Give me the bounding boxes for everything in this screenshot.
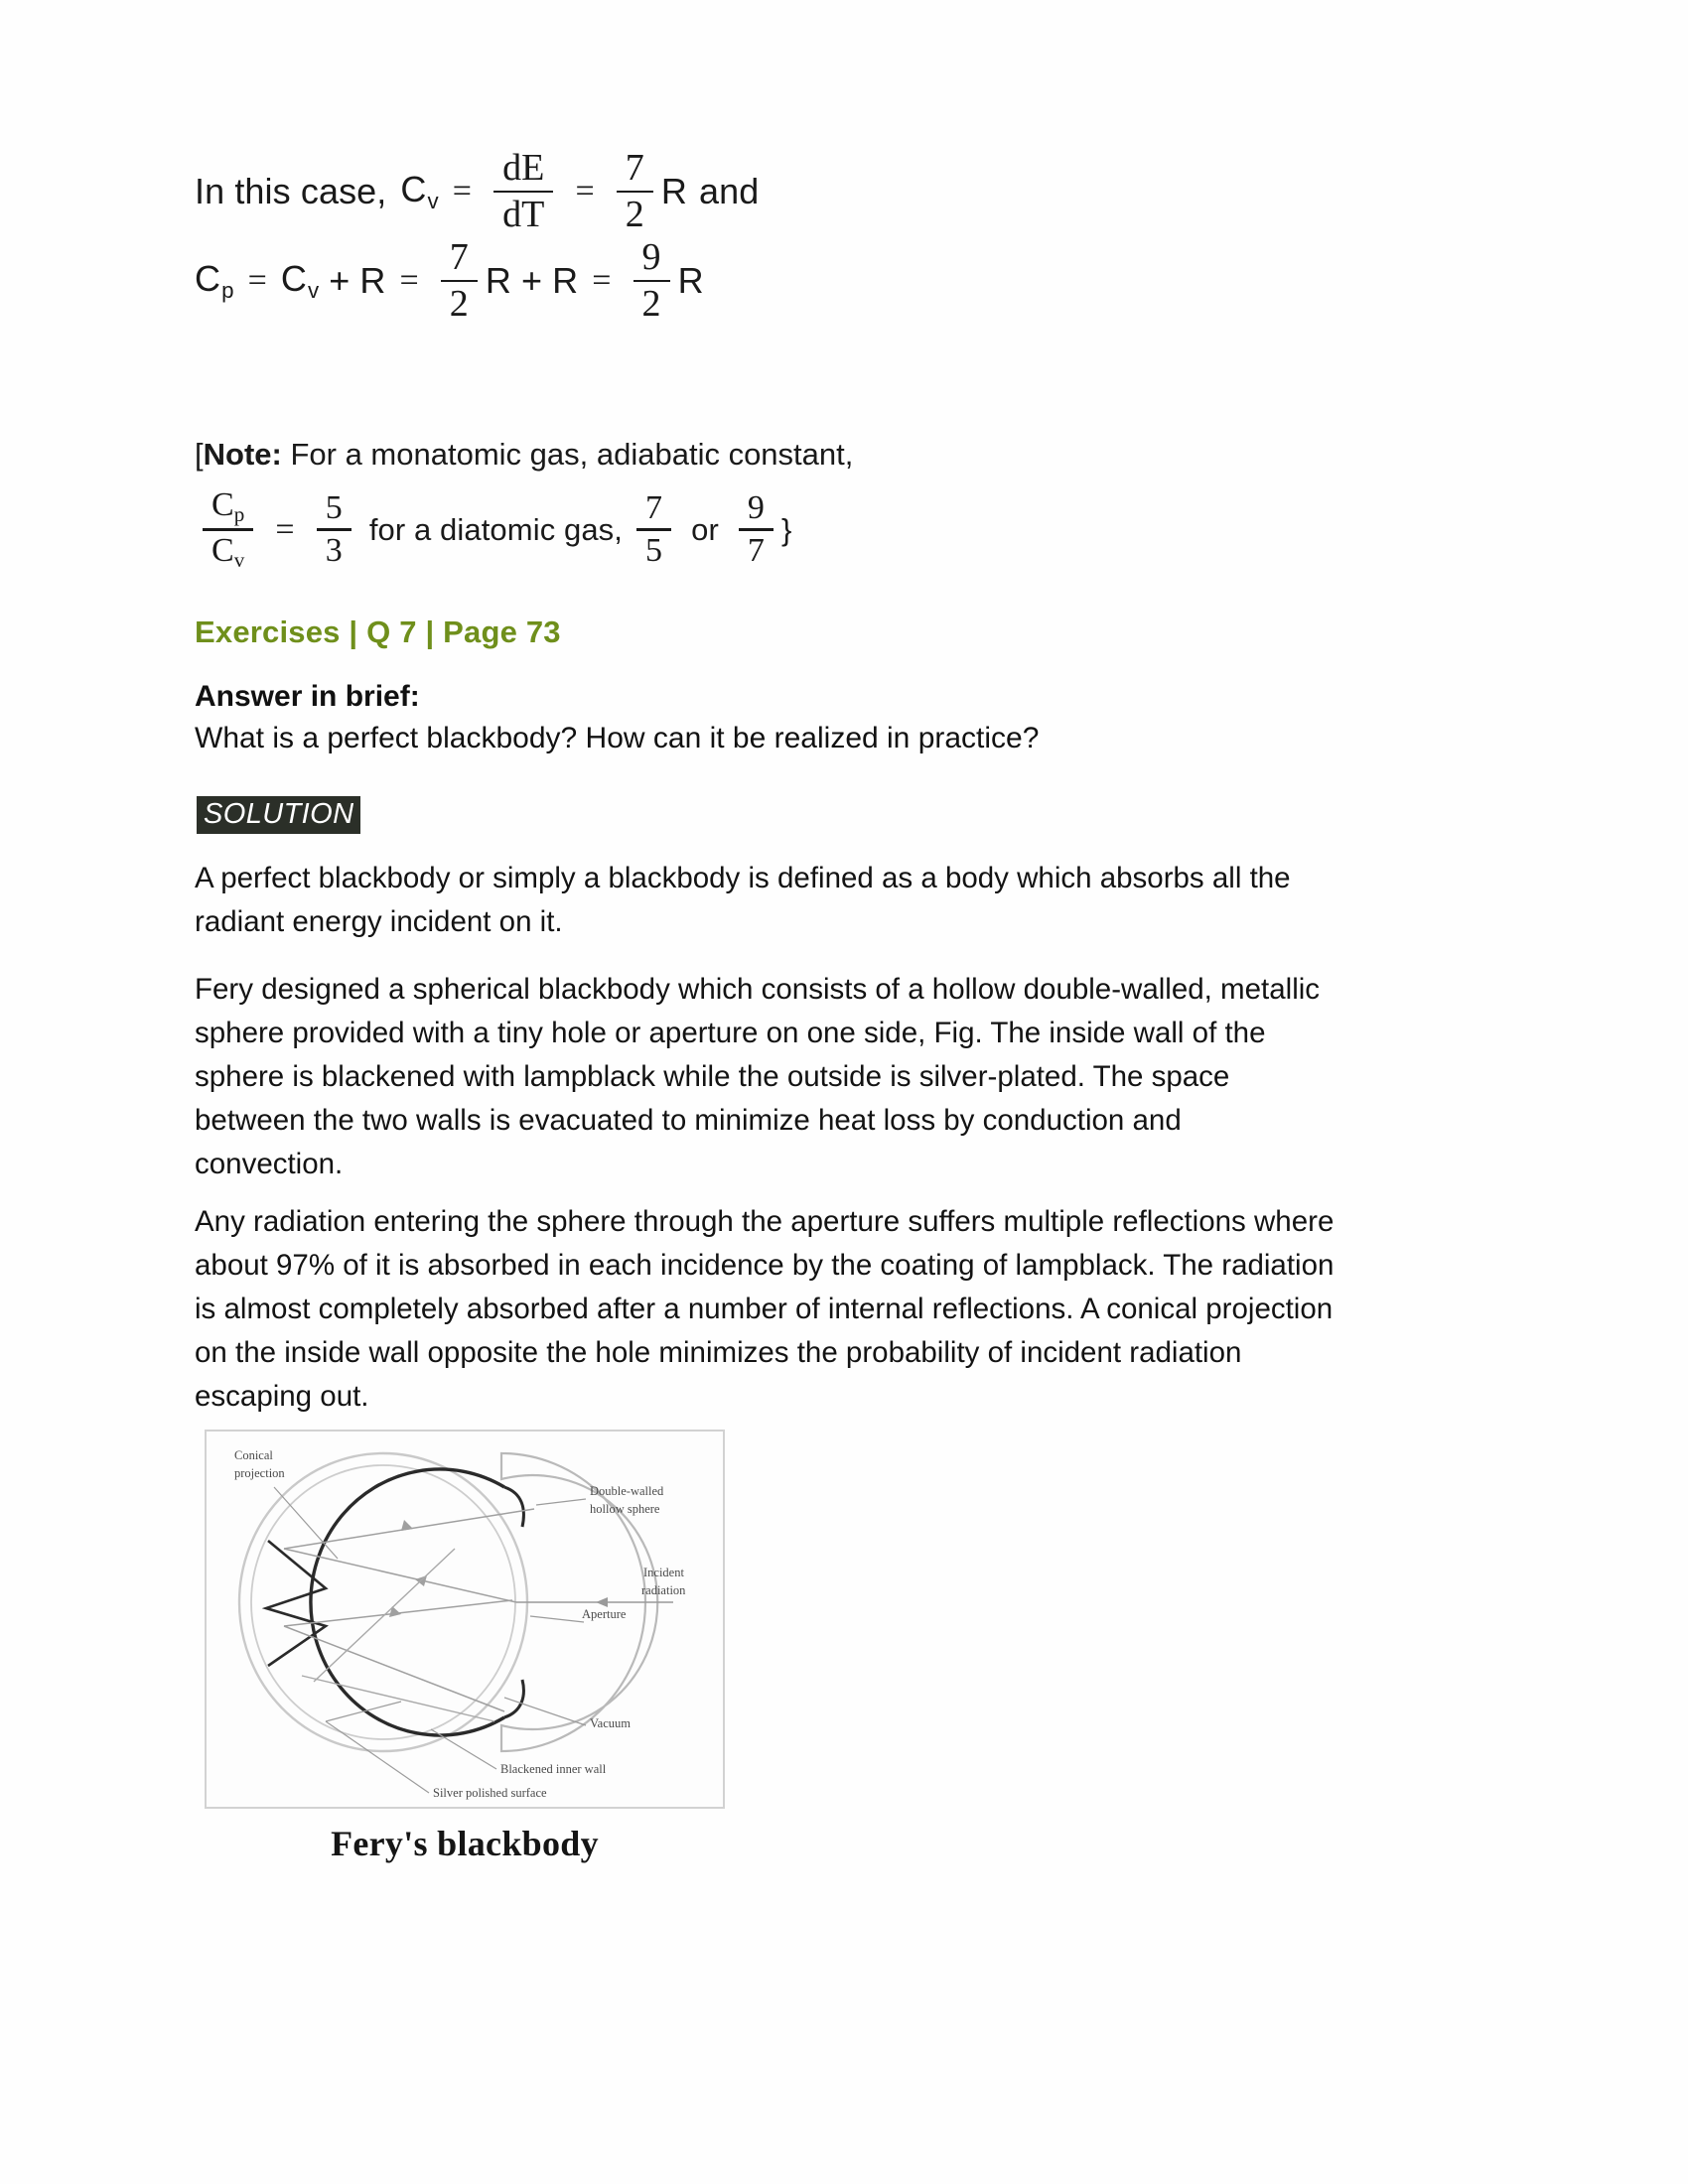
label-double-walled-line2: hollow sphere [590,1502,660,1516]
exercise-heading[interactable]: Exercises | Q 7 | Page 73 [195,614,561,649]
note-close-brace: } [780,511,792,547]
reflection-ray-4 [284,1626,504,1711]
solution-badge: SOLUTION [197,796,360,834]
fraction-bar [633,280,670,283]
note-mid-text: for a diatomic gas, [368,511,623,547]
paragraph-line: A perfect blackbody or simply a blackbody is defined as a body which absorbs all the [195,862,1291,894]
note-formula [195,488,791,571]
equals-sign: = [275,510,295,548]
paragraph-line: radiant energy incident on it. [195,905,563,938]
question-text: What is a perfect blackbody? How can it be realized in practice? [195,722,1040,754]
leader-aperture [530,1616,584,1622]
fraction-de-dt [493,149,553,234]
fraction-denominator: 7 [747,531,765,569]
fraction-denominator: 5 [645,531,663,569]
figure-caption: Fery's blackbody [331,1824,599,1863]
label-aperture: Aperture [582,1607,627,1621]
note-open-bracket: [ [195,437,204,472]
equals-sign-1: = [452,173,473,209]
fraction-numerator: 9 [747,488,765,526]
label-silver-polished-surface: Silver polished surface [433,1786,547,1800]
gas-constant-symbol-2: R [485,260,512,301]
paragraph-line: is almost completely absorbed after a number of internal reflections. A conical projection [195,1293,1334,1325]
fery-blackbody-diagram [207,1432,723,1807]
fraction-seven-halves [441,238,478,324]
fraction-numerator: 7 [645,488,663,526]
equation-trail-text: and [698,171,760,211]
label-conical-projection-line1: Conical [234,1448,273,1462]
cp-symbol: $C_p$ [195,258,234,303]
fraction-numerator: 9 [641,236,661,278]
paragraph-line: about 97% of it is absorbed in each incidence by the coating of lampblack. The radiation [195,1249,1335,1282]
solution-paragraph-3 [195,1200,1505,1419]
fraction-bar [203,528,253,531]
fery-blackbody-figure [205,1430,725,1809]
answer-in-brief-label: Answer in brief: [195,680,420,713]
paragraph-line: on the inside wall opposite the hole minimizes the probability of incident radiation [195,1336,1242,1369]
equation-line-1 [195,149,759,234]
fraction-numerator: 7 [625,147,644,189]
reflection-ray-6 [314,1549,455,1682]
paragraph-line: between the two walls is evacuated to minimize heat loss by conduction and [195,1104,1182,1137]
leader-silver-2 [326,1702,401,1721]
label-incident-line2: radiation [641,1583,686,1597]
inner-wall-path [311,1469,504,1735]
equation-line-2 [195,238,704,324]
label-double-walled-line1: Double-walled [590,1484,664,1498]
fraction-bar [493,191,553,194]
gas-constant-symbol-3: R [552,260,579,301]
fraction-nine-halves [633,238,670,324]
equals-sign-2: = [399,262,419,299]
fraction-bar [636,528,671,531]
aperture-upper-lip [504,1487,523,1527]
note-or-text: or [691,511,719,547]
cv-symbol: $C_v$ [280,258,320,303]
fraction-numerator: 5 [325,488,343,526]
equals-sign-2: = [575,173,595,209]
label-incident-line1: Incident [643,1566,684,1579]
fraction-seven-halves [617,149,653,234]
fraction-denominator: 2 [449,283,469,326]
paragraph-line: convection. [195,1148,344,1180]
fraction-bar [441,280,478,283]
leader-conical [274,1487,338,1559]
equals-sign-3: = [592,262,612,299]
fraction-denominator: 2 [625,194,644,236]
solution-paragraph-1 [195,857,1505,944]
note-text-line [195,437,853,473]
label-vacuum: Vacuum [590,1716,631,1730]
equation-lead-text: In this case, [195,171,387,211]
fraction-bar [617,191,653,194]
fraction-bar [739,528,774,531]
paragraph-line: sphere provided with a tiny hole or aperture on one side, Fig. The inside wall of the [195,1017,1266,1049]
fraction-denominator: $C_v$ [211,531,245,572]
paragraph-line: Any radiation entering the sphere through the aperture suffers multiple reflections where [195,1205,1335,1238]
fraction-denominator: dT [502,194,545,236]
note-body-text: For a monatomic gas, adiabatic constant, [290,437,854,472]
paragraph-line: Fery designed a spherical blackbody which consists of a hollow double-walled, metallic [195,973,1321,1006]
fraction-numerator: 7 [449,236,469,278]
cv-symbol: $C_v$ [400,169,439,213]
fraction-bar [317,528,352,531]
solution-paragraph-2 [195,968,1505,1186]
gas-constant-symbol-4: R [677,260,704,301]
fraction-cp-cv [203,488,253,571]
leader-blackened [431,1729,496,1769]
label-blackened-inner-wall: Blackened inner wall [500,1762,607,1776]
plus-sign-2: + [521,260,543,301]
label-conical-projection-line2: projection [234,1466,285,1480]
equals-sign-1: = [247,262,267,299]
gas-constant-symbol-1: R [359,260,386,301]
fraction-denominator: 3 [325,531,343,569]
fraction-numerator: $C_p$ [211,486,245,526]
fraction-nine-sevenths [739,488,774,569]
reflection-ray-5 [302,1676,494,1721]
paragraph-line: escaping out. [195,1380,369,1413]
incident-ray-arrow [596,1597,608,1607]
reflection-ray-1 [284,1549,516,1602]
note-label: Note: [203,437,282,472]
fraction-numerator: dE [502,147,545,189]
fraction-five-thirds [317,488,352,569]
leader-double-walled [536,1499,586,1505]
gas-constant-symbol: R [660,171,687,211]
plus-sign-1: + [329,260,351,301]
fraction-denominator: 2 [641,283,661,326]
fraction-seven-fifths [636,488,671,569]
paragraph-line: sphere is blackened with lampblack while the outside is silver-plated. The space [195,1060,1230,1093]
